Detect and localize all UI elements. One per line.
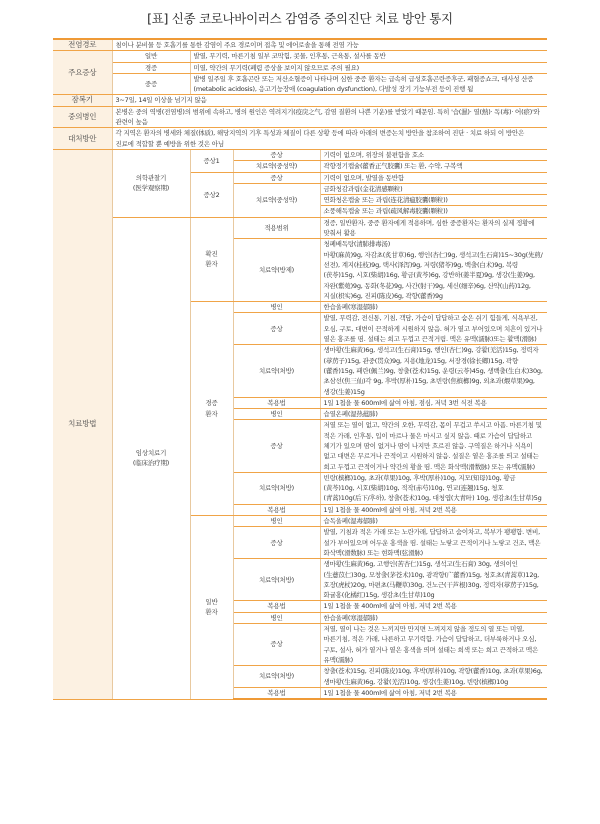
cell-text: 1일 1첩을 물 400ml에 삶여 아침, 저녁 2번 복용 [320,687,547,699]
cell-text: 빈랑(槟榔)10g, 초과(草果)10g, 후박(厚朴)10g, 지모(知母)10g, 황금(黄芩)10g, 시호(柴胡)10g, 적작(赤芍)10g, 연교(连翘)15g, 청호(青蒿)10g(后下/후하), 창출(苍术)10g, 대청엽(大青叶) 10g, 생감초(生甘草)5g [320,472,547,504]
cell-text: 창출(苍术)15g, 진피(陈皮)10g, 후박(厚朴)10g, 곽향(藿香)10g, 초과(草果)6g, 생마황(生麻黄)6g, 강활(羌活)10g, 생강(生姜)10g, 빈랑(槟榔)10g [320,666,547,688]
page-title: [표] 신종 코로나바이러스 감염증 중의진단 치료 방안 통지 [147,11,453,26]
cell-text: 각 지역은 환자의 병세와 체질(体质), 해당지역의 기후 특성과 체질이 다른 상황 등에 따라 아래의 변증논치 방안을 참조하여 진단 · 치료 하되 이 방안은 진료에 적합할 뿐 예방을 위한 것은 아님 [112,128,547,150]
cell-text: 습독울폐(湿毒郁肺) [320,516,547,527]
cell-text: 발열, 무력감, 전신통, 기침, 객담, 가슴이 답답하고 숨은 쉬기 힘들게, 식욕부진, 오심, 구토, 대변이 끈적하게 시원하지 않음. 혀가 옅고 부어있으며 치흔이 있거나 옅은 홍조를 띰. 설태는 희고 두껍고 끈적거림. 맥은 유맥(濡脉)또는 활맥(滑脉) [320,313,547,345]
row-label: 대처방안 [53,128,112,150]
item-label: 병인 [233,612,320,623]
cell-text: 청폐배독탕(清肺排毒汤) 마황(麻黄)9g, 자감초(炙甘草)6g, 행인(杏仁)9g, 생석고(生石膏)15~30g(先煎/선전), 계지(桂枝)9g, 택사(泽泻)9g, 저령(猪苓)9g, 백출(白术)9g, 복령(茯苓)15g, 시호(柴胡)16g, 황금(黄芩)6g, 강반하(姜半夏)9g, 생강(生姜)9g, 자완(紫菀)9g, 동화(冬花)9g, 사간(射干)9g, 세신(细辛)6g, 산약(山药)12g, 지실(枳实)6g, 진피(陈皮)6g, 곽향(藿香)9g [320,239,547,302]
item-label: 복용법 [233,397,320,408]
row-label: 치료방법 [53,149,112,699]
cell-text: 본병은 중의 역병(전염병)의 범위에 속하고, 병의 원인은 역려지기(疫戾之气, 감염 질환의 나쁜 기운)를 받았기 때문임. 특히 '습(濕)· 열(熱)· 독(毒)· 어(瘀)'와 관련이 높음 [112,106,547,128]
table-row [53,149,547,160]
cell-text: 발병 일주일 후 호흡곤란 또는 저산소혈증이 나타나며 심한 중증 환자는 급속히 급성호흡곤란증후군, 패혈증쇼크, 대사성 산증(metabolic acidosis), 응고기능장애 (coagulation dysfunction), 다발성 장기 기능부전 등이 진행 됨 [190,73,547,95]
cell-text: 미열, 약간의 무기력(폐렴 증상을 보이지 않으므로 주의 필요) [190,62,547,73]
item-label: 적용범위 [233,217,320,239]
cell-text: 발열, 무기력, 마른기침 일부 코막힘, 콧물, 인후통, 근육통, 설사를 동반 [190,51,547,62]
item-label: 복용법 [233,601,320,612]
cell-text: 습열온폐(湿热蕴肺) [320,409,547,420]
cell-text: 기력이 없으며, 위장의 불편함을 호소 [320,149,547,160]
sub-label: 증상1 [190,149,233,172]
cell-text: 1일 1첩을 물 400ml에 삶여 아침, 저녁 2번 복용 [320,601,547,612]
item-label: 병인 [233,516,320,527]
cell-text: 1일 1첩을 물 600ml에 삶여 아침, 점심, 저녁 3번 식전 복용 [320,397,547,408]
sub-label: 일반 [112,51,190,62]
sub-label: 중증 [112,73,190,95]
sub-label: 일반 환자 [190,516,233,700]
row-label: 중의병인 [53,106,112,128]
phase-label: 의학관찰기 (医学观察期) [112,149,190,217]
cell-text: 3~7일, 14일 이상을 넘기지 않음 [112,95,547,106]
row-label: 전염경로 [53,39,112,51]
item-label: 치료약(처방) [233,345,320,397]
cell-text: 금화청감과립(金花清感颗粒) [320,183,547,194]
cell-text: 경증, 일반환자, 중증 환자에게 적용하며, 심한 중증환자는 환자의 실제 정황에 맞춰서 활용 [320,217,547,239]
item-label: 병인 [233,409,320,420]
item-label: 증상 [233,624,320,666]
cell-text: 저열 또는 열이 없고, 약간의 오한, 무력감, 몸이 무겁고 쑤시고 아픔. 마른기침 및 적은 가래, 인후통, 입이 마르나 물은 마시고 싶지 않음. 때로 가슴이 답답하고 체기가 있으며 땀이 없거나 땀이 나지만 흐르진 않음. 구역질은 하거나 식욕이 없고 대변은 무르거나 끈적이고 시원하지 않음. 설질은 옅은 홍조를 띄고 설태는 희고 두껍고 끈적이거나 약간의 황을 띰. 맥은 화삭맥(滑数脉) 또는 유맥(濡脉) [320,420,547,472]
table-row [53,128,547,150]
cell-text: 생마황(生麻黄)6g, 고행인(苦杏仁)15g, 생석고(生石膏) 30g, 생의이인(生薏苡仁)30g, 모창출(茅苍术)10g, 광곽향(广藿香)15g, 청호초(青蒿草)12g, 호장(虎杖)20g, 마편초(马鞭草)30g, 건노근(干芦根)30g, 정력자(葶苈子)15g, 화귤홍(化橘红)15g, 생감초(生甘草)10g [320,559,547,601]
table-row [53,39,547,51]
item-label: 병인 [233,302,320,313]
item-label: 복용법 [233,687,320,699]
cell-text: 침이나 분비물 등 호흡기를 통한 감염이 주요 경로이며 접촉 및 에어로솔을 통해 전염 가능 [112,39,547,51]
sub-label: 확진 환자 [190,217,233,301]
table-row [53,51,547,62]
cell-text: 한습울폐(寒湿郁肺) [320,612,547,623]
table-row [53,62,547,73]
cell-text: 곽향정기캡슐(藿香正气胶囊) 또는 환, 수약, 구복액 [320,161,547,172]
cell-text: 소풍해독캡슐 또는 과립(疏风解毒胶囊(颗粒)) [320,206,547,217]
table-row [53,73,547,95]
item-label: 치료약(처방) [233,559,320,601]
item-label: 증상 [233,313,320,345]
row-label: 잠복기 [53,95,112,106]
item-label: 치료약(중성약) [233,161,320,172]
item-label: 치료약(처방) [233,472,320,504]
table-row [53,95,547,106]
cell-text: 1일 1첩을 물 400ml에 삶여 아침, 저녁 2번 복용 [320,504,547,515]
item-label: 치료약(중성약) [233,183,320,217]
item-label: 증상 [233,172,320,183]
phase-label: 임상치료기 (临床治疗期) [112,217,190,699]
table-row [53,106,547,128]
treatment-table [53,38,547,700]
table-row [53,217,547,239]
sub-label: 경증 환자 [190,302,233,516]
sub-label: 증상2 [190,172,233,217]
item-label: 복용법 [233,504,320,515]
cell-text: 저열, 열이 나는 것은 느끼지만 만지면 느껴지지 않을 정도의 열 또는 미열, 마른기침, 적은 가래, 나른하고 무기력함. 가슴이 답답하고, 더부룩하거나 오심, 구토, 설사, 혀가 옅거나 옅은 홍색을 띄며 설태는 희색 또는 희고 끈적하고 맥은 유맥(濡脉) [320,624,547,666]
row-label: 주요증상 [53,51,112,95]
cell-text: 발열, 기침과 적은 가래 또는 노란가래, 답답하고 숨이차고, 복부가 팽팽함. 변비, 설가 부어있으며 어두운 홍색을 띰. 설태는 노랗고 끈적이거나 노랗고 건조, 맥은 화삭맥(滑数脉) 또는 현화맥(弦滑脉) [320,527,547,559]
item-label: 치료약(방제) [233,239,320,302]
item-label: 증상 [233,420,320,472]
cell-text: 한습울폐(寒湿郁肺) [320,302,547,313]
cell-text: 연화청온캡슐 또는 과립(连花清瘟胶囊(颗粒)) [320,195,547,206]
item-label: 증상 [233,527,320,559]
item-label: 증상 [233,149,320,160]
cell-text: 기력이 없으며, 발열을 동반함 [320,172,547,183]
sub-label: 경증 [112,62,190,73]
cell-text: 생마황(生麻黄)6g, 생석고(生石膏)15g, 행인(杏仁)9g, 강활(羌活)15g, 정력자(葶苈子)15g, 관중(贯众)9g, 지용(地龙)15g, 서장경(徐长卿)15g, 곽향(藿香)15g, 패란(佩兰)9g, 창출(苍术)15g, 운령(云苓)45g, 생백출(生白术)30g, 초삼선(焦三仙)각 9g, 후박(厚朴)15g, 초빈랑(焦槟榔)9g, 외초과(煨草果)9g, 생강(生姜)15g [320,345,547,397]
item-label: 치료약(처방) [233,666,320,688]
